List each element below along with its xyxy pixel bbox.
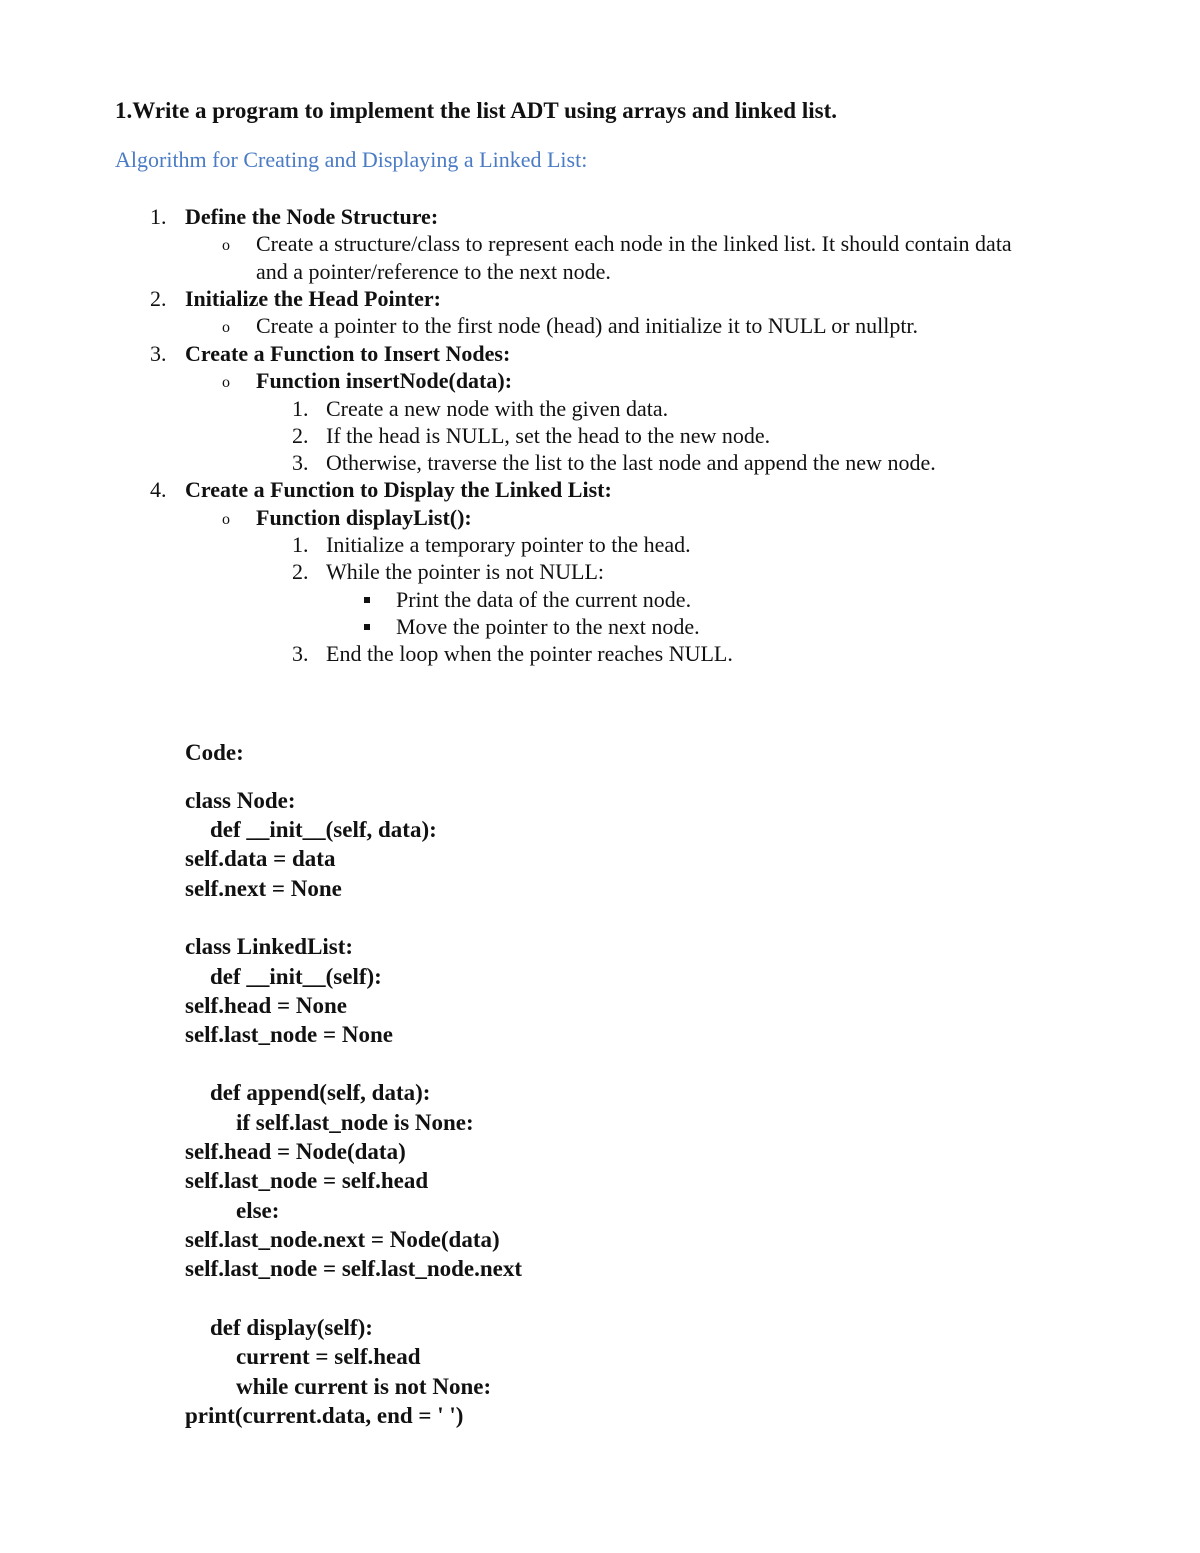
code-line: def __init__(self, data): xyxy=(210,817,437,842)
step-heading: Create a Function to Display the Linked List: xyxy=(185,477,612,502)
circle-bullet-icon: o xyxy=(222,237,230,254)
bullet-text: Print the data of the current node. xyxy=(396,587,692,612)
bullet-text: Move the pointer to the next node. xyxy=(396,614,700,639)
code-line: def __init__(self): xyxy=(210,964,382,989)
code-line: def append(self, data): xyxy=(210,1080,431,1105)
substep-number: 3. xyxy=(292,450,309,475)
step-number: 3. xyxy=(150,341,167,366)
substep-text: While the pointer is not NULL: xyxy=(326,559,604,584)
substep-text: End the loop when the pointer reaches NULL. xyxy=(326,641,733,666)
square-bullet-icon xyxy=(364,597,370,603)
code-line: self.data = data xyxy=(185,846,336,871)
code-line: self.last_node = self.head xyxy=(185,1168,429,1193)
algorithm-heading: Algorithm for Creating and Displaying a Linked List: xyxy=(115,147,588,172)
function-name: Function insertNode(data): xyxy=(256,368,513,393)
code-line: current = self.head xyxy=(236,1344,421,1369)
circle-bullet-icon: o xyxy=(222,374,230,391)
code-line: while current is not None: xyxy=(236,1374,492,1399)
circle-bullet-icon: o xyxy=(222,319,230,336)
code-line: class LinkedList: xyxy=(185,934,354,959)
code-line: self.last_node = self.last_node.next xyxy=(185,1256,523,1281)
code-line: def display(self): xyxy=(210,1315,373,1340)
code-line: class Node: xyxy=(185,788,296,813)
document-title: 1.Write a program to implement the list ADT using arrays and linked list. xyxy=(115,98,837,123)
code-line: if self.last_node is None: xyxy=(236,1110,474,1135)
code-line: print(current.data, end = ' ') xyxy=(185,1403,464,1428)
step-detail: Create a pointer to the first node (head) and initialize it to NULL or nullptr. xyxy=(256,313,919,338)
square-bullet-icon xyxy=(364,624,370,630)
step-detail: and a pointer/reference to the next node. xyxy=(256,259,611,284)
code-line: self.next = None xyxy=(185,876,342,901)
substep-number: 2. xyxy=(292,559,309,584)
substep-text: Create a new node with the given data. xyxy=(326,396,669,421)
step-heading: Define the Node Structure: xyxy=(185,204,439,229)
step-heading: Create a Function to Insert Nodes: xyxy=(185,341,511,366)
step-heading: Initialize the Head Pointer: xyxy=(185,286,442,311)
substep-text: If the head is NULL, set the head to the new node. xyxy=(326,423,771,448)
code-line: else: xyxy=(236,1198,280,1223)
code-line: self.last_node.next = Node(data) xyxy=(185,1227,500,1252)
substep-number: 1. xyxy=(292,396,309,421)
substep-text: Otherwise, traverse the list to the last node and append the new node. xyxy=(326,450,936,475)
step-number: 2. xyxy=(150,286,167,311)
step-number: 4. xyxy=(150,477,167,502)
step-detail: Create a structure/class to represent each node in the linked list. It should contain data xyxy=(256,231,1012,256)
code-line: self.head = None xyxy=(185,993,347,1018)
substep-number: 1. xyxy=(292,532,309,557)
code-label: Code: xyxy=(185,740,244,765)
function-name: Function displayList(): xyxy=(256,505,472,530)
substep-text: Initialize a temporary pointer to the head. xyxy=(326,532,691,557)
circle-bullet-icon: o xyxy=(222,511,230,528)
step-number: 1. xyxy=(150,204,167,229)
substep-number: 3. xyxy=(292,641,309,666)
code-line: self.head = Node(data) xyxy=(185,1139,406,1164)
substep-number: 2. xyxy=(292,423,309,448)
code-line: self.last_node = None xyxy=(185,1022,393,1047)
